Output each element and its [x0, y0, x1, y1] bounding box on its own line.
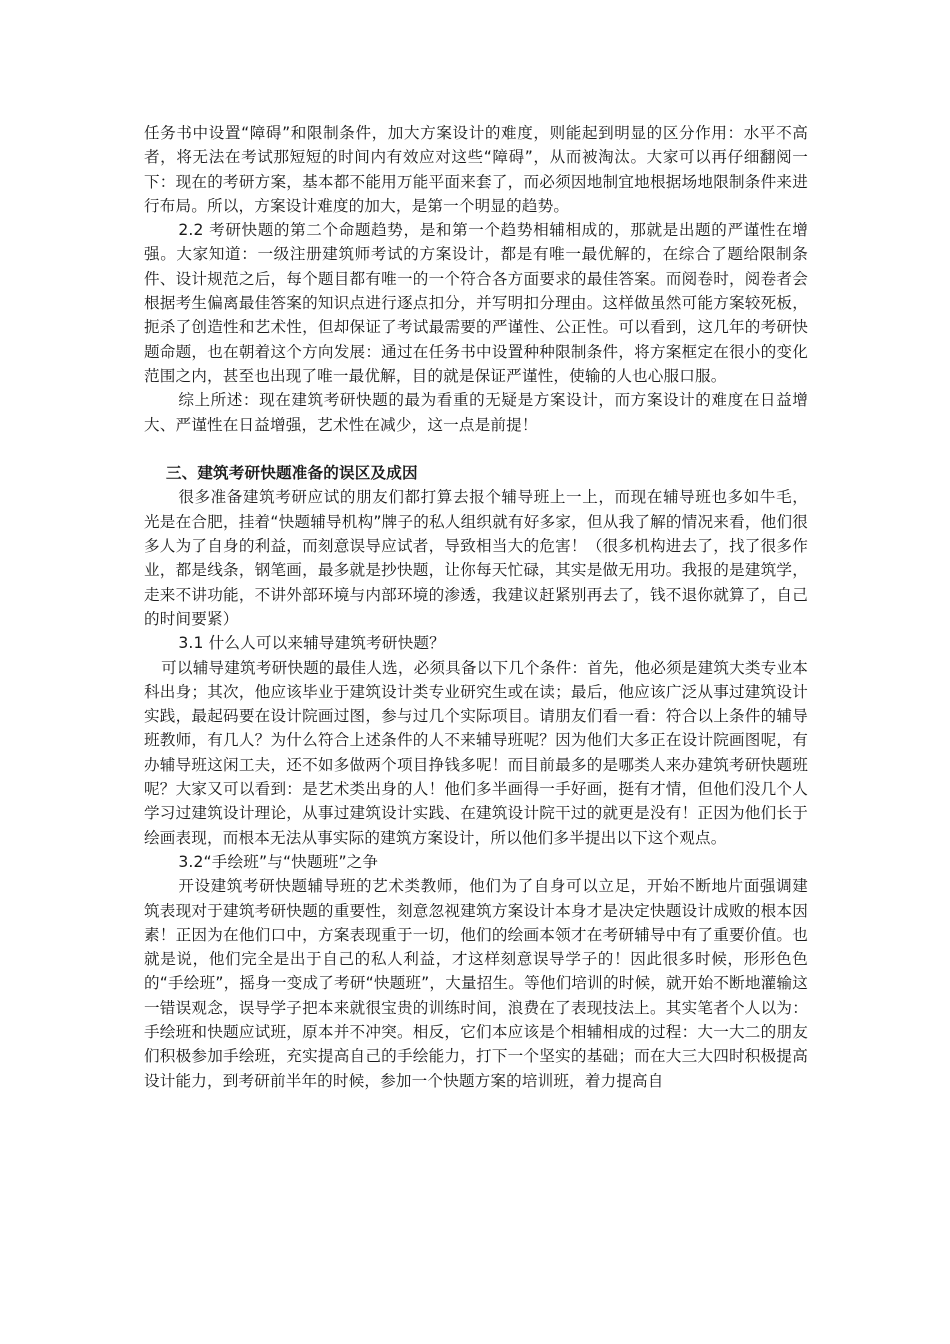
paragraph-5: 可以辅导建筑考研快题的最佳人选，必须具备以下几个条件：首先，他必须是建筑大类专业本科出身；其次，他应该毕业于建筑设计类专业研究生或在读；最后，他应该广泛从事过建筑设计实践，最起码要在设计院画过图，参与过几个实际项目。请朋友们看一看：符合以上条件的辅导班教师，有几人？为什么符合上述条件的人不来辅导班呢？因为他们大多正在设计院画图呢，有办辅导班这闲工夫，还不如多做两个项目挣钱多呢！而目前最多的是哪类人来办建筑考研快题班呢？大家又可以看到：是艺术类出身的人！他们多半画得一手好画，挺有才情，但他们没几个人学习过建筑设计理论，从事过建筑设计实践、在建筑设计院干过的就更是没有！正因为他们长于绘画表现，而根本无法从事实际的建筑方案设计，所以他们多半提出以下这个观点。: [144, 658, 808, 847]
section-heading: 三、建筑考研快题准备的误区及成因: [165, 464, 418, 483]
blank-line: [144, 437, 808, 461]
document-page: [144, 121, 808, 1093]
paragraph-6: 开设建筑考研快题辅导班的艺术类教师，他们为了自身可以立足，开始不断地片面强调建筑表现对于建筑考研快题的重要性，刻意忽视建筑方案设计本身才是决定快题设计成败的根本因素！正因为在他们口中，方案表现重于一切，他们的绘画本领才在考研辅导中有了重要价值。也就是说，他们完全是出于自己的私人利益，才这样刻意误导学子的！因此很多时候，形形色色的“手绘班”，摇身一变成了考研“快题班”，大量招生。等他们培训的时候，就开始不断地灌输这一错误观念，误导学子把本来就很宝贵的训练时间，浪费在了表现技法上。其实笔者个人以为：手绘班和快题应试班，原本并不冲突。相反，它们本应该是个相辅相成的过程：大一大二的朋友们积极参加手绘班，充实提高自己的手绘能力，打下一个坚实的基础；而在大三大四时积极提高设计能力，到考研前半年的时候，参加一个快题方案的培训班，着力提高自: [144, 877, 808, 1090]
paragraph-1: 任务书中设置“障碍”和限制条件，加大方案设计的难度，则能起到明显的区分作用：水平不高者，将无法在考试那短短的时间内有效应对这些“障碍”，从而被淘汰。大家可以再仔细翻阅一下：现在的考研方案，基本都不能用万能平面来套了，而必须因地制宜地根据场地限制条件来进行布局。所以，方案设计难度的加大，是第一个明显的趋势。: [144, 124, 808, 215]
subheading-3-2: 3.2“手绘班”与“快题班”之争: [178, 852, 379, 871]
subheading-3-1: 3.1 什么人可以来辅导建筑考研快题？: [178, 634, 445, 653]
paragraph-4: 很多准备建筑考研应试的朋友们都打算去报个辅导班上一上，而现在辅导班也多如牛毛，光是在合肥，挂着“快题辅导机构”牌子的私人组织就有好多家，但从我了解的情况来看，他们很多人为了自身的利益，而刻意误导应试者，导致相当大的危害！（很多机构进去了，找了很多作业，都是线条，钢笔画，最多就是抄快题，让你每天忙碌，其实是做无用功。我报的是建筑学，走来不讲功能，不讲外部环境与内部环境的渗透，我建议赶紧别再去了，钱不退你就算了，自己的时间要紧）: [144, 488, 808, 628]
paragraph-2: 2.2 考研快题的第二个命题趋势，是和第一个趋势相辅相成的，那就是出题的严谨性在增强。大家知道：一级注册建筑师考试的方案设计，都是有唯一最优解的，在综合了题给限制条件、设计规范之后，每个题目都有唯一的一个符合各方面要求的最佳答案。而阅卷时，阅卷者会根据考生偏离最佳答案的知识点进行逐点扣分，并写明扣分理由。这样做虽然可能方案较死板，扼杀了创造性和艺术性，但却保证了考试最需要的严谨性、公正性。可以看到，这几年的考研快题命题，也在朝着这个方向发展：通过在任务书中设置种种限制条件，将方案框定在很小的变化范围之内，甚至也出现了唯一最优解，目的就是保证严谨性，使输的人也心服口服。: [144, 221, 808, 385]
paragraph-3: 综上所述：现在建筑考研快题的最为看重的无疑是方案设计，而方案设计的难度在日益增大、严谨性在日益增强，艺术性在减少，这一点是前提！: [144, 391, 808, 434]
